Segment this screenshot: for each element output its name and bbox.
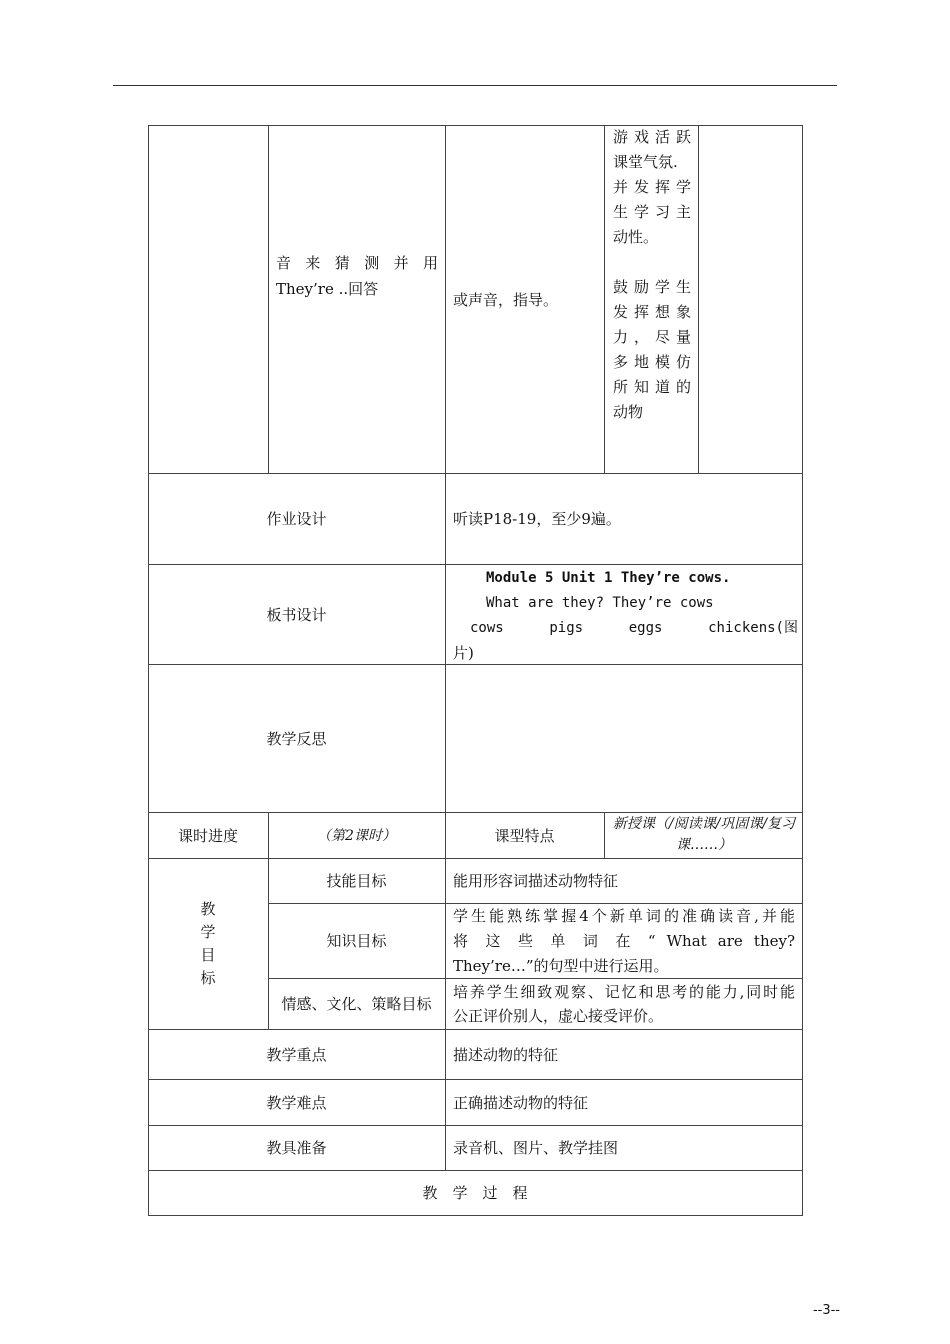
intent-line: 所知道的 (613, 378, 691, 396)
student-activity-cell (276, 250, 438, 302)
reflection-label: 教学反思 (266, 729, 327, 748)
skill-goal-label: 技能目标 (326, 872, 387, 890)
knowledge-goal-label: 知识目标 (326, 932, 387, 950)
col-divider (268, 125, 269, 473)
affect-line: 培养学生细致观察、记忆和思考的能力,同时能 (453, 983, 795, 1001)
intent-line: 课堂气氛. (613, 153, 678, 171)
col-divider (445, 473, 446, 812)
reflection-value (453, 664, 798, 812)
board-title: Module 5 Unit 1 They’re cows. (486, 570, 731, 586)
homework-label: 作业设计 (266, 510, 327, 528)
col-divider (604, 812, 605, 858)
design-intent-cell (613, 125, 691, 425)
lesson-type-line: 新授课（/阅读课/巩固课/复习 (612, 816, 796, 832)
board-word-list (453, 616, 798, 641)
board-word: chickens(图 (708, 620, 798, 636)
homework-value: 听读P18-19，至少9遍。 (453, 510, 621, 528)
student-activity-line: 音 来 猜 测 并 用 (276, 254, 438, 272)
board-word-tail: 片) (453, 644, 474, 662)
intent-line: 发挥想象 (613, 303, 691, 321)
intent-line: 游戏活跃 (613, 128, 691, 146)
board-word: eggs (628, 620, 663, 636)
board-word: cows (470, 620, 504, 636)
col-divider (604, 125, 605, 473)
table-border-right (802, 125, 803, 1216)
col-divider (445, 812, 446, 1170)
affect-line: 公正评价别人，虚心接受评价。 (453, 1007, 664, 1025)
student-activity-line: They’re ..回答 (276, 280, 379, 298)
goals-char: 目 (200, 946, 216, 964)
page-number: --3-- (812, 1303, 840, 1318)
intent-line: 并发挥学 (613, 178, 691, 196)
knowledge-line: 学生能熟练掌握4个新单词的准确读音,并能 (453, 907, 795, 925)
skill-goal-value: 能用形容词描述动物特征 (453, 872, 619, 890)
knowledge-goal-value (453, 904, 795, 979)
board-word: pigs (549, 620, 584, 636)
col-divider (698, 125, 699, 473)
teacher-activity-cell: 或声音，指导。 (453, 291, 559, 309)
materials-label: 教具准备 (266, 1139, 327, 1157)
knowledge-line: 将 这 些 单 词 在 “ What are they? (453, 932, 795, 950)
board-sentence: What are they? They’re cows (486, 595, 714, 611)
lesson-type-line: 课……） (676, 837, 732, 853)
difficulty-value: 正确描述动物的特征 (453, 1093, 589, 1112)
intent-line: 多地模仿 (613, 353, 691, 371)
materials-value: 录音机、图片、教学挂图 (453, 1139, 619, 1157)
goals-char: 学 (200, 923, 216, 941)
key-point-label: 教学重点 (266, 1045, 327, 1064)
affect-goal-label: 情感、文化、策略目标 (281, 995, 432, 1013)
lesson-type-label: 课型特点 (494, 826, 555, 845)
goals-char: 标 (200, 969, 216, 987)
table-border-top (148, 125, 802, 126)
board-design-content (453, 566, 798, 666)
intent-line: 动物 (613, 403, 644, 421)
intent-line: 生学习主 (613, 203, 691, 221)
key-point-value: 描述动物的特征 (453, 1045, 559, 1064)
affect-goal-value (453, 980, 795, 1028)
table-border-bottom (148, 1215, 802, 1216)
header-rule (113, 85, 837, 86)
difficulty-label: 教学难点 (266, 1093, 327, 1112)
knowledge-line: They’re…”的句型中进行运用。 (453, 957, 669, 975)
intent-line: 动性。 (613, 228, 659, 246)
goals-group-label (148, 898, 268, 990)
progress-label: 课时进度 (177, 826, 238, 845)
intent-line: 鼓励学生 (613, 278, 691, 296)
intent-line: 力，尽量 (613, 328, 691, 346)
col-divider (445, 125, 446, 473)
lesson-type-value (610, 814, 798, 856)
process-heading: 教 学 过 程 (422, 1184, 528, 1202)
board-design-label: 板书设计 (266, 605, 327, 624)
progress-value: （第2课时） (317, 828, 396, 844)
goals-char: 教 (200, 900, 216, 918)
